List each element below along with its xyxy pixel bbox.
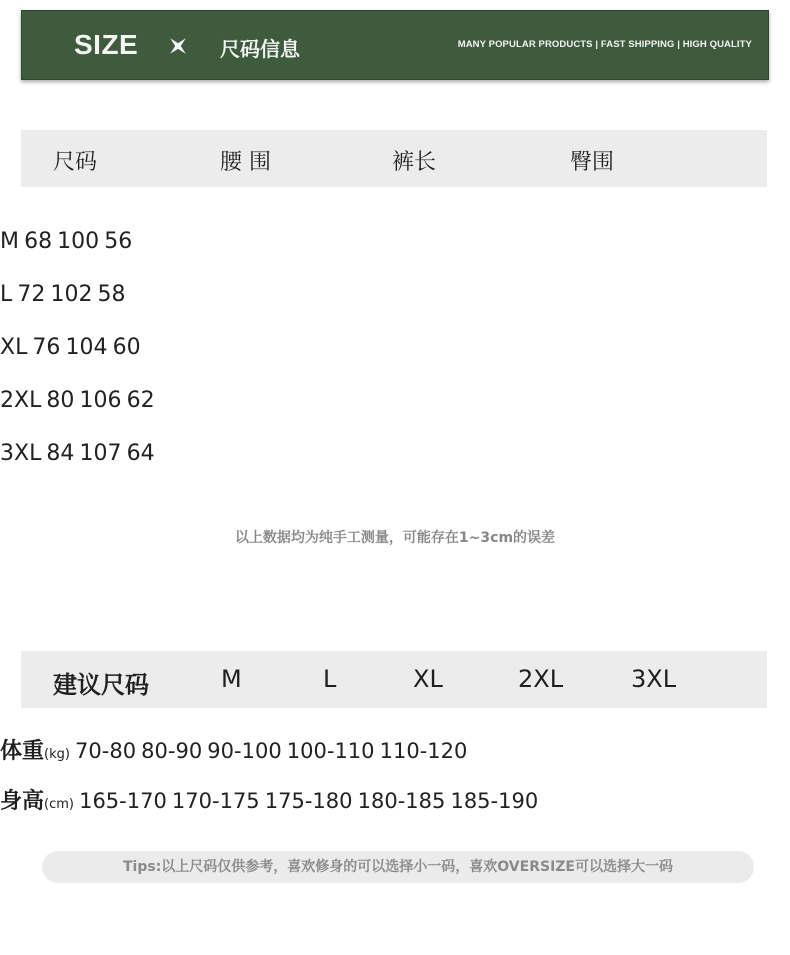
banner-tagline: MANY POPULAR PRODUCTS | FAST SHIPPING | HIGH QUALITY (457, 39, 752, 50)
cell-size: M (0, 229, 19, 254)
col-header-size: 尺码 (53, 150, 98, 175)
recommend-header-label: 建议尺码 (53, 671, 149, 699)
col-header-waist: 腰 围 (220, 150, 271, 175)
cell-size: L (0, 282, 13, 307)
table-row (0, 388, 790, 418)
size-col-m: M (221, 665, 242, 693)
height-value: 180-185 (357, 789, 446, 813)
size-col-xl: XL (413, 665, 443, 693)
cell-size: 2XL (0, 388, 42, 413)
size-table-header (21, 130, 767, 187)
cell-waist: 80 (46, 388, 75, 413)
size-col-l: L (323, 665, 337, 693)
table-row (0, 229, 790, 259)
cell-length: 102 (50, 282, 93, 307)
banner-subtitle: 尺码信息 (220, 37, 300, 61)
height-value: 165-170 (79, 789, 167, 813)
height-value: 185-190 (450, 789, 539, 813)
cell-length: 106 (79, 388, 122, 413)
cell-waist: 76 (32, 335, 61, 360)
cell-length: 100 (57, 229, 100, 254)
height-label: 身高(cm) (0, 789, 74, 814)
header-banner (21, 10, 769, 80)
cell-hip: 60 (112, 335, 141, 360)
size-col-3xl: 3XL (631, 665, 677, 693)
banner-title: SIZE (74, 29, 139, 60)
table-row (0, 335, 790, 365)
cell-waist: 84 (46, 441, 75, 466)
weight-value: 80-90 (141, 739, 203, 763)
weight-unit: (kg) (44, 747, 70, 762)
weight-value: 70-80 (75, 739, 137, 763)
cell-length: 104 (65, 335, 108, 360)
weight-row (0, 734, 790, 768)
cell-hip: 64 (126, 441, 155, 466)
weight-value: 100-110 (286, 739, 375, 763)
height-value: 175-180 (264, 789, 353, 813)
sparkle-icon (165, 33, 191, 59)
size-col-2xl: 2XL (518, 665, 564, 693)
table-row (0, 441, 790, 471)
height-unit: (cm) (44, 797, 74, 812)
weight-label: 体重(kg) (0, 739, 70, 764)
height-value: 170-175 (171, 789, 260, 813)
cell-size: XL (0, 335, 28, 360)
cell-hip: 56 (104, 229, 133, 254)
cell-size: 3XL (0, 441, 42, 466)
height-row (0, 784, 790, 818)
weight-value: 110-120 (379, 739, 468, 763)
cell-waist: 68 (24, 229, 53, 254)
recommend-table-header (21, 651, 767, 708)
col-header-length: 裤长 (392, 150, 437, 175)
measurement-note: 以上数据均为纯手工测量，可能存在1~3cm的误差 (234, 530, 556, 546)
cell-hip: 58 (97, 282, 126, 307)
tips-banner: Tips:以上尺码仅供参考，喜欢修身的可以选择小一码，喜欢OVERSIZE可以选择大一码 (42, 851, 754, 883)
table-row (0, 282, 790, 312)
cell-hip: 62 (126, 388, 155, 413)
weight-value: 90-100 (207, 739, 282, 763)
col-header-hip: 臀围 (570, 150, 615, 175)
cell-length: 107 (79, 441, 122, 466)
cell-waist: 72 (17, 282, 46, 307)
